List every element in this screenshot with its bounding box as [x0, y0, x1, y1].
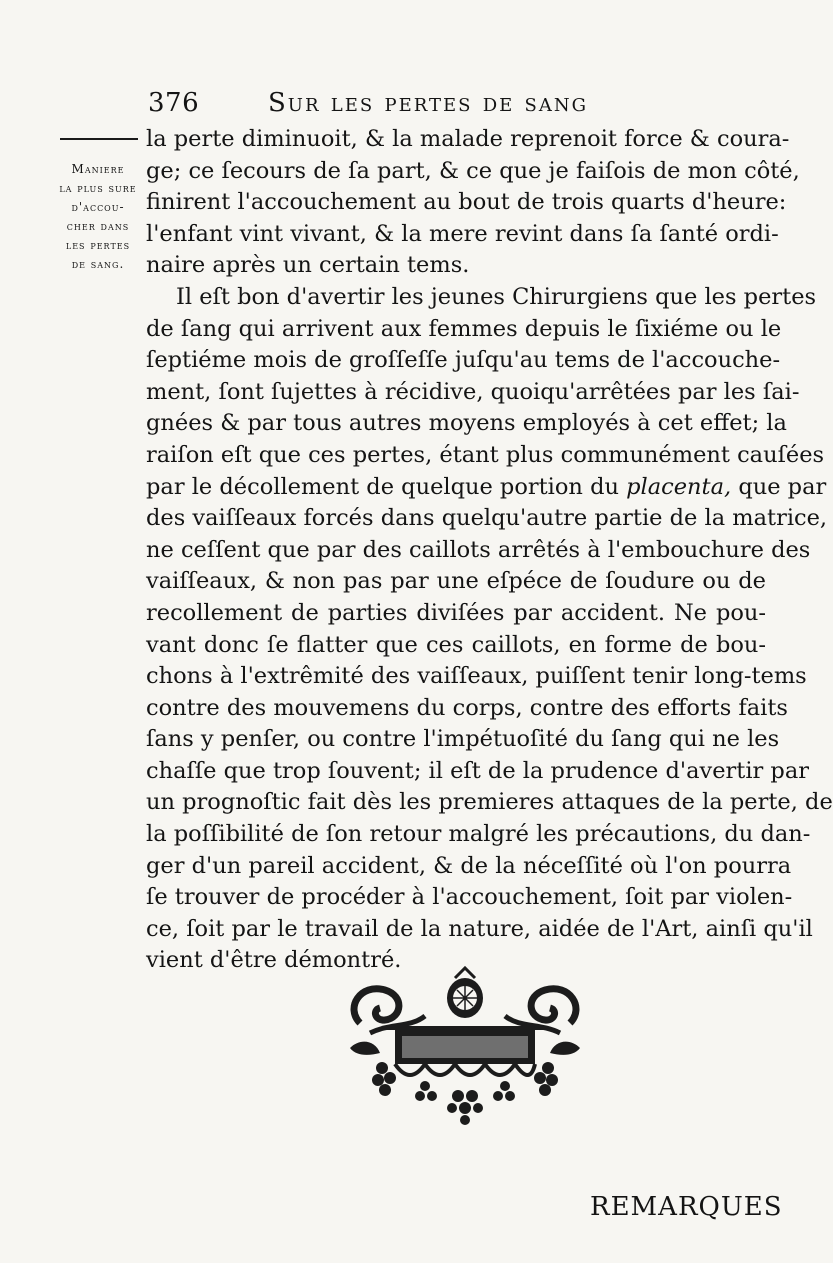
paragraph-1	[146, 124, 800, 282]
text-segment: que par	[738, 473, 827, 500]
text-line: vaiſſeaux, & non pas par une eſpéce de ſoudure ou de	[146, 568, 766, 595]
margin-note	[54, 160, 142, 274]
text-line: recollement de parties diviſées par accident. Ne pou-	[146, 599, 766, 626]
text-line: ger d'un pareil accident, & de la néceſſité où l'on pourra	[146, 852, 792, 879]
page-header	[148, 88, 658, 124]
text-line: ne ceſſent que par des caillots arrêtés à l'embouchure des	[146, 536, 811, 563]
italic-word-placenta: placenta,	[626, 473, 732, 500]
text-line: vant donc ſe flatter que ces caillots, en forme de bou-	[146, 631, 766, 658]
text-line: chaſſe que trop ſouvent; il eſt de la prudence d'avertir par	[146, 757, 809, 784]
catchword: REMARQUES	[590, 1192, 783, 1222]
text-line: ment, ſont ſujettes à récidive, quoiqu'arrêtées par les ſai-	[146, 378, 800, 405]
text-line: chons à l'extrêmité des vaiſſeaux, puiſſent tenir long-tems	[146, 663, 807, 690]
margin-note-line: d'accou-	[71, 200, 125, 214]
page-number: 376	[148, 88, 200, 118]
text-line: raiſon eſt que ces pertes, étant plus communément cauſées	[146, 441, 825, 468]
text-line: la poſſibilité de ſon retour malgré les précautions, du dan-	[146, 821, 811, 848]
decorative-vignette	[340, 968, 590, 1128]
margin-note-line: de sang.	[71, 257, 125, 271]
text-line: contre des mouvemens du corps, contre des efforts faits	[146, 694, 788, 721]
running-title: Sur les pertes de sang	[268, 88, 589, 118]
text-line: ce, ſoit par le travail de la nature, aidée de l'Art, ainſi qu'il	[146, 915, 813, 942]
text-line: des vaiſſeaux forcés dans quelqu'autre partie de la matrice,	[146, 505, 828, 532]
text-line: vient d'être démontré.	[146, 947, 402, 974]
text-line: ſeptiéme mois de groſſeſſe juſqu'au tems de l'accouche-	[146, 347, 781, 374]
paragraph-2	[146, 282, 833, 977]
margin-note-line: cher dans	[66, 219, 130, 233]
text-line: ſans y penſer, ou contre l'impétuoſité du ſang qui ne les	[146, 726, 780, 753]
text-line: la perte diminuoit, & la malade reprenoit force & coura-	[146, 126, 790, 152]
text-line: finirent l'accouchement au bout de trois quarts d'heure:	[146, 189, 787, 216]
text-segment: par le décollement de quelque portion du	[146, 473, 619, 500]
text-line: de ſang qui arrivent aux femmes depuis le ſixiéme ou le	[146, 315, 782, 342]
text-line-with-italic	[146, 472, 827, 504]
text-line: l'enfant vint vivant, & la mere revint dans ſa ſanté ordi-	[146, 220, 779, 247]
margin-note-line: la plus sure	[59, 181, 137, 195]
margin-note-line: Maniere	[71, 162, 125, 176]
body-text	[146, 124, 833, 977]
text-line: Il eſt bon d'avertir les jeunes Chirurgiens que les pertes	[176, 283, 817, 310]
text-line: un prognoſtic fait dès les premieres attaques de la perte, de	[146, 789, 833, 816]
text-line: naire après un certain tems.	[146, 252, 470, 279]
text-line: gnées & par tous autres moyens employés à cet effet; la	[146, 410, 787, 437]
margin-rule	[60, 138, 138, 140]
text-line: ge; ce ſecours de ſa part, & ce que je faiſois de mon côté,	[146, 157, 800, 184]
text-line: ſe trouver de procéder à l'accouchement, ſoit par violen-	[146, 884, 793, 911]
margin-note-line: les pertes	[65, 238, 131, 252]
